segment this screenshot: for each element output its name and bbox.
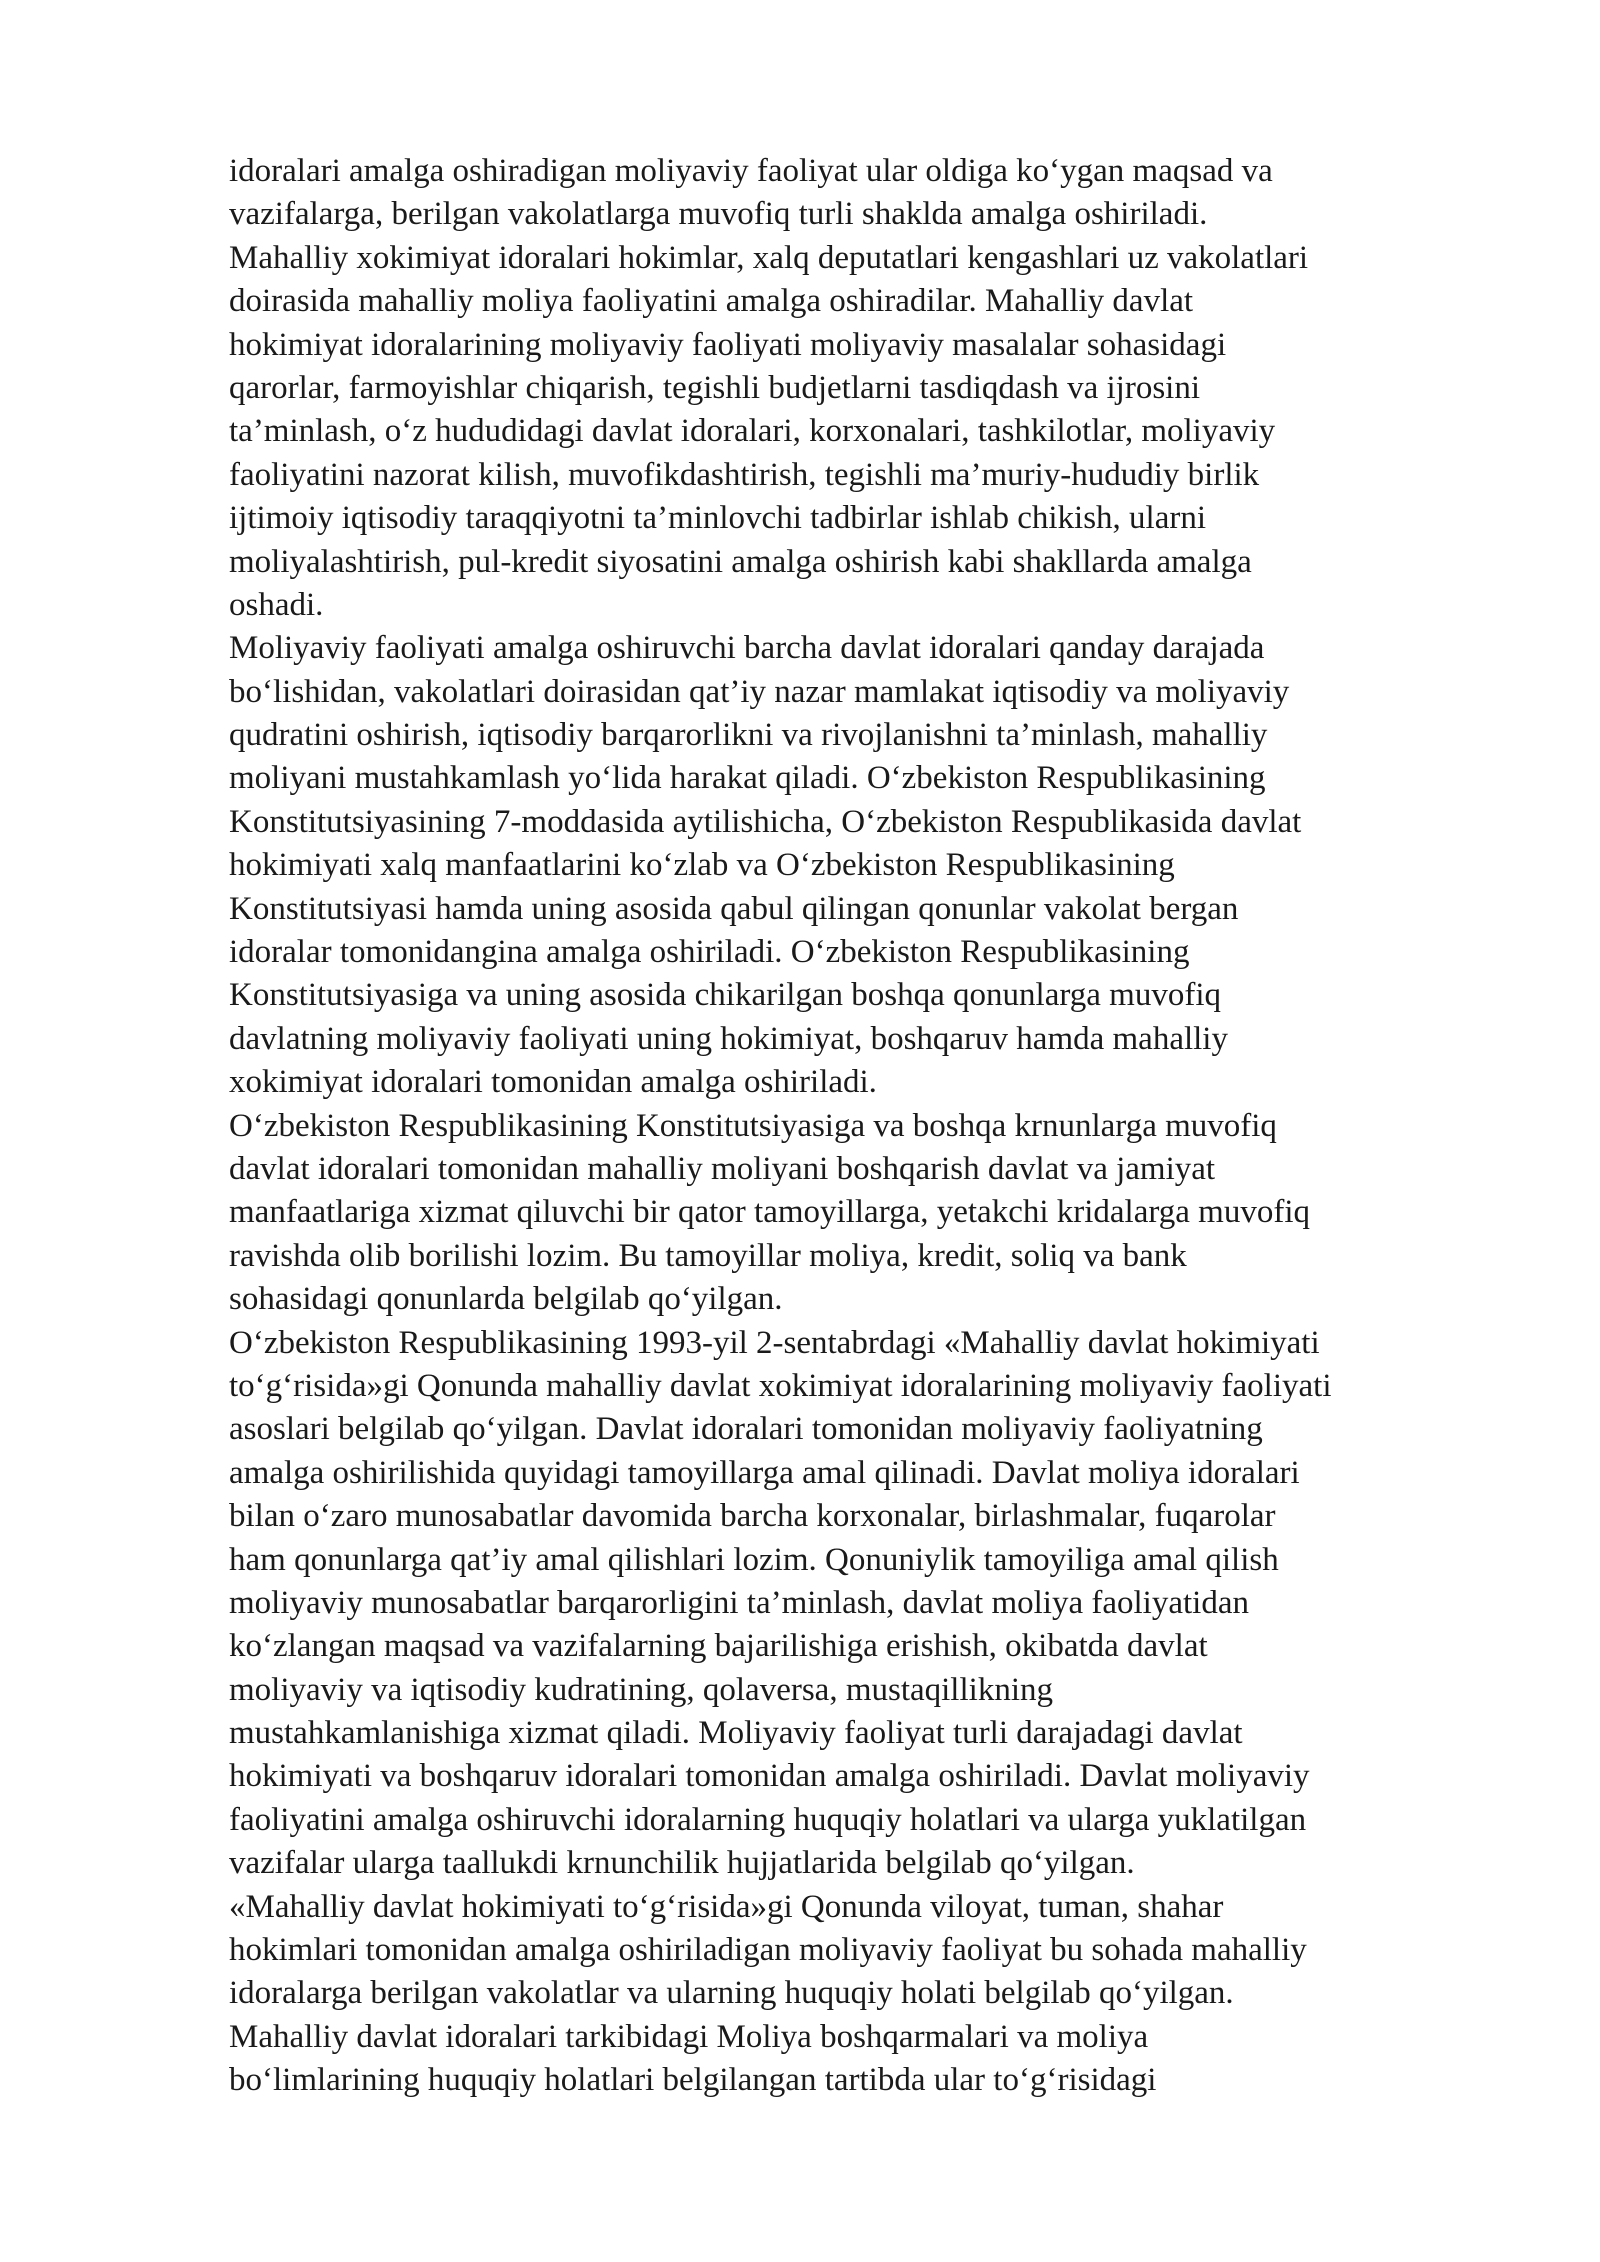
text-line: davlat idoralari tomonidan mahalliy moliyani boshqarish davlat va jamiyat — [229, 1150, 1216, 1187]
text-line: ijtimoiy iqtisodiy taraqqiyotni ta’minlovchi tadbirlar ishlab chikish, ularni — [229, 500, 1207, 537]
text-line: moliyaviy va iqtisodiy kudratining, qolaversa, mustaqillikning — [229, 1671, 1053, 1708]
text-line: moliyalashtirish, pul-kredit siyosatini amalga oshirish kabi shakllarda amalga — [229, 543, 1252, 580]
text-line: koʻzlangan maqsad va vazifalarning bajarilishiga erishish, okibatda davlat — [229, 1628, 1208, 1665]
text-line: sohasidagi qonunlarda belgilab qoʻyilgan. — [229, 1281, 783, 1318]
text-line: vazifalarga, berilgan vakolatlarga muvofiq turli shaklda amalga oshiriladi. — [229, 196, 1208, 233]
text-line: moliyani mustahkamlash yoʻlida harakat qiladi. Oʻzbekiston Respublikasining — [229, 760, 1266, 797]
text-line: Moliyaviy faoliyati amalga oshiruvchi barcha davlat idoralari qanday darajada — [229, 630, 1265, 667]
text-line: ham qonunlarga qat’iy amal qilishlari lozim. Qonuniylik tamoyiliga amal qilish — [229, 1541, 1279, 1578]
text-line: boʻlishidan, vakolatlari doirasidan qat’iy nazar mamlakat iqtisodiy va moliyaviy — [229, 673, 1290, 710]
text-line: hokimiyati xalq manfaatlarini koʻzlab va Oʻzbekiston Respublikasining — [229, 847, 1175, 884]
text-line: Oʻzbekiston Respublikasining Konstitutsiyasiga va boshqa krnunlarga muvofiq — [229, 1107, 1277, 1144]
text-line: mustahkamlanishiga xizmat qiladi. Moliyaviy faoliyat turli darajadagi davlat — [229, 1715, 1243, 1752]
text-line: Konstitutsiyasiga va uning asosida chikarilgan boshqa qonunlarga muvofiq — [229, 977, 1221, 1014]
text-line: davlatning moliyaviy faoliyati uning hokimiyat, boshqaruv hamda mahalliy — [229, 1020, 1228, 1057]
text-line: faoliyatini amalga oshiruvchi idoralarning huquqiy holatlari va ularga yuklatilgan — [229, 1801, 1307, 1838]
text-line: Konstitutsiyasining 7-moddasida aytilishicha, Oʻzbekiston Respublikasida davlat — [229, 803, 1302, 840]
text-line: ravishda olib borilishi lozim. Bu tamoyillar moliya, kredit, soliq va bank — [229, 1237, 1187, 1274]
text-line: qudratini oshirish, iqtisodiy barqarorlikni va rivojlanishni ta’minlash, mahalliy — [229, 717, 1268, 754]
text-line: bilan oʻzaro munosabatlar davomida barcha korxonalar, birlashmalar, fuqarolar — [229, 1498, 1276, 1535]
text-line: «Mahalliy davlat hokimiyati toʻgʻrisida»gi Qonunda viloyat, tuman, shahar — [229, 1888, 1224, 1925]
text-line: idoralar tomonidangina amalga oshiriladi. Oʻzbekiston Respublikasining — [229, 934, 1190, 971]
text-line: Oʻzbekiston Respublikasining 1993-yil 2-sentabrdagi «Mahalliy davlat hokimiyati — [229, 1324, 1320, 1361]
text-line: moliyaviy munosabatlar barqarorligini ta’minlash, davlat moliya faoliyatidan — [229, 1584, 1249, 1621]
text-line: amalga oshirilishida quyidagi tamoyillarga amal qilinadi. Davlat moliya idoralari — [229, 1454, 1300, 1491]
text-line: oshadi. — [229, 586, 324, 623]
text-line: idoralari amalga oshiradigan moliyaviy faoliyat ular oldiga koʻygan maqsad va — [229, 153, 1273, 189]
text-line: Mahalliy davlat idoralari tarkibidagi Moliya boshqarmalari va moliya — [229, 2018, 1149, 2055]
text-line: asoslari belgilab qoʻyilgan. Davlat idoralari tomonidan moliyaviy faoliyatning — [229, 1411, 1263, 1448]
text-line: xokimiyat idoralari tomonidan amalga oshiriladi. — [229, 1064, 877, 1101]
text-line: Mahalliy xokimiyat idoralari hokimlar, xalq deputatlari kengashlari uz vakolatlari — [229, 239, 1309, 276]
text-line: Konstitutsiyasi hamda uning asosida qabul qilingan qonunlar vakolat bergan — [229, 890, 1239, 927]
text-line: boʻlimlarining huquqiy holatlari belgilangan tartibda ular toʻgʻrisidagi — [229, 2062, 1157, 2099]
text-line: manfaatlariga xizmat qiluvchi bir qator tamoyillarga, yetakchi kridalarga muvofiq — [229, 1194, 1310, 1231]
text-line: qarorlar, farmoyishlar chiqarish, tegishli budjetlarni tasdiqdash va ijrosini — [229, 369, 1201, 406]
text-line: toʻgʻrisida»gi Qonunda mahalliy davlat xokimiyat idoralarining moliyaviy faoliyati — [229, 1367, 1332, 1404]
text-line: idoralarga berilgan vakolatlar va ularning huquqiy holati belgilab qoʻyilgan. — [229, 1975, 1234, 2012]
text-line: hokimiyat idoralarining moliyaviy faoliyati moliyaviy masalalar sohasidagi — [229, 326, 1227, 363]
document-body-text — [229, 150, 1559, 2103]
text-line: faoliyatini nazorat kilish, muvofikdashtirish, tegishli ma’muriy-hududiy birlik — [229, 456, 1260, 493]
text-line: ta’minlash, oʻz hududidagi davlat idoralari, korxonalari, tashkilotlar, moliyaviy — [229, 413, 1276, 450]
text-line: hokimlari tomonidan amalga oshiriladigan moliyaviy faoliyat bu sohada mahalliy — [229, 1932, 1307, 1969]
text-line: hokimiyati va boshqaruv idoralari tomonidan amalga oshiriladi. Davlat moliyaviy — [229, 1758, 1310, 1795]
text-line: doirasida mahalliy moliya faoliyatini amalga oshiradilar. Mahalliy davlat — [229, 283, 1194, 320]
text-line: vazifalar ularga taallukdi krnunchilik hujjatlarida belgilab qoʻyilgan. — [229, 1845, 1135, 1882]
